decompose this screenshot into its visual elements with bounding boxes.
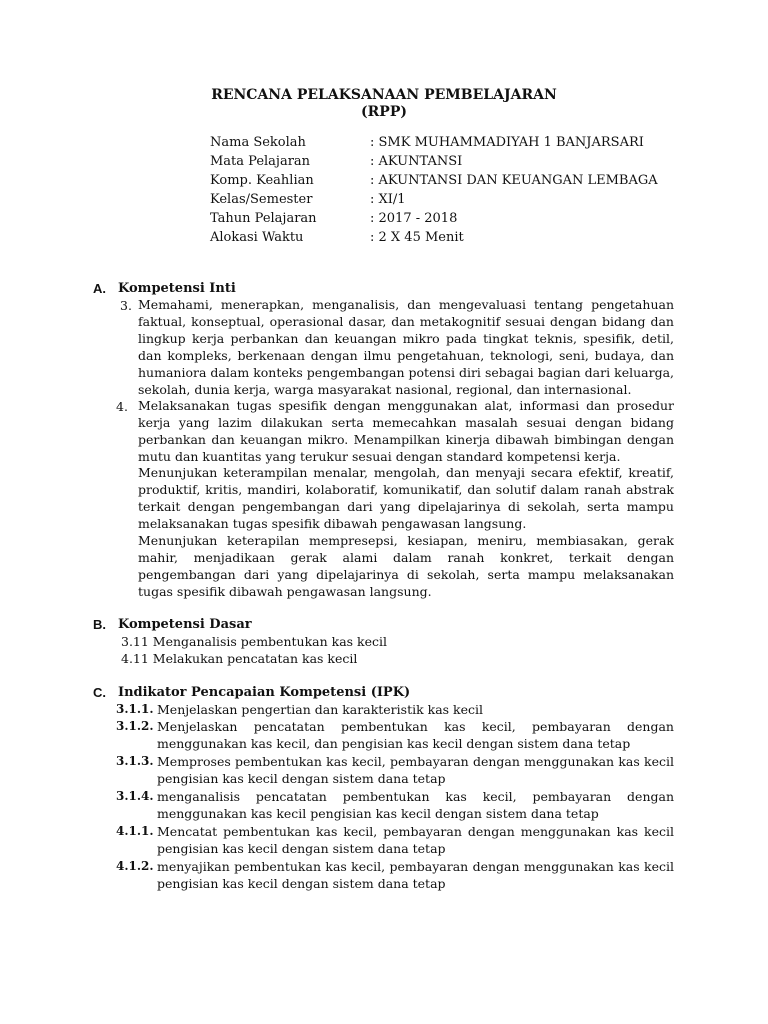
info-value: : SMK MUHAMMADIYAH 1 BANJARSARI [370, 135, 644, 150]
section-a-title: Kompetensi Inti [118, 281, 236, 296]
section-c-letter: C. [93, 685, 106, 700]
info-label: Kelas/Semester [210, 192, 313, 207]
ki-paragraph: Menunjukan keterampilan menalar, mengolah, dan menyaji secara efektif, kreatif, produktif, kritis, mandiri, kolaboratif, komunikatif, dan solutif dalam ranah abstrak terkait dengan pengembangan dari yang dipelajarinya di sekolah, serta mampu melaksanakan tugas spesifik dibawah pengawasan langsung. [138, 465, 674, 531]
document-title: RENCANA PELAKSANAAN PEMBELAJARAN [211, 87, 557, 103]
section-b-title: Kompetensi Dasar [118, 617, 252, 632]
info-value: : AKUNTANSI DAN KEUANGAN LEMBAGA [370, 173, 658, 188]
info-row-school-year [210, 210, 457, 228]
info-row-time-allocation [210, 229, 464, 247]
ipk-number: 4.1.2. [116, 859, 154, 873]
section-a-letter: A. [93, 281, 106, 296]
ipk-text: Mencatat pembentukan kas kecil, pembayaran dengan menggunakan kas kecil pengisian kas kecil dengan sistem dana tetap [157, 824, 674, 856]
ki-paragraph: Menunjukan keterapilan mempresepsi, kesiapan, meniru, membiasakan, gerak mahir, menjadikaan gerak alami dalam ranah konkret, terkait dengan pengembangan dari yang dipelajarinya di sekolah, serta mampu melaksanakan tugas spesifik dibawah pengawasan langsung. [138, 533, 674, 599]
ipk-number: 3.1.1. [116, 702, 154, 716]
ipk-number: 3.1.2. [116, 719, 154, 733]
info-row-class-semester [210, 191, 406, 209]
ipk-text: menganalisis pencatatan pembentukan kas kecil, pembayaran dengan menggunakan kas kecil pengisian kas kecil dengan sistem dana tetap [157, 789, 674, 821]
info-value: : AKUNTANSI [370, 154, 463, 169]
ipk-text: Menjelaskan pencatatan pembentukan kas kecil, pembayaran dengan menggunakan kas kecil, dan pengisian kas kecil dengan sistem dana tetap [157, 719, 674, 751]
info-row-school [210, 134, 644, 152]
document-subtitle: (RPP) [361, 104, 407, 120]
ipk-number: 4.1.1. [116, 824, 154, 838]
info-label: Nama Sekolah [210, 135, 306, 150]
kd-item: 4.11 Melakukan pencatatan kas kecil [121, 651, 358, 666]
section-b-letter: B. [93, 617, 106, 632]
section-c-title: Indikator Pencapaian Kompetensi (IPK) [118, 685, 411, 700]
info-row-subject [210, 153, 462, 171]
ki-number: 4. [116, 399, 128, 414]
ipk-number: 3.1.4. [116, 789, 154, 803]
ipk-number: 3.1.3. [116, 754, 154, 768]
ki-paragraph: Melaksanakan tugas spesifik dengan menggunakan alat, informasi dan prosedur kerja yang lazim dilakukan serta memecahkan masalah sesuai dengan bidang perbankan dan keuangan mikro. Menampilkan kinerja dibawah bimbingan dengan mutu dan kuantitas yang terukur sesuai dengan standard kompetensi kerja. [138, 398, 674, 464]
ipk-text: Menjelaskan pengertian dan karakteristik kas kecil [157, 702, 484, 717]
info-label: Mata Pelajaran [210, 154, 311, 169]
ki-paragraph: Memahami, menerapkan, menganalisis, dan mengevaluasi tentang pengetahuan faktual, konseptual, operasional dasar, dan metakognitif sesuai dengan bidang dan lingkup kerja perbankan dan keuangan mikro pada tingkat teknis, spesifik, detil, dan kompleks, berkenaan dengan ilmu pengetahuan, teknologi, seni, budaya, dan humaniora dalam konteks pengembangan potensi diri sebagai bagian dari keluarga, sekolah, dunia kerja, warga masyarakat nasional, regional, dan internasional. [138, 297, 674, 397]
kd-item: 3.11 Menganalisis pembentukan kas kecil [121, 634, 388, 649]
info-label: Komp. Keahlian [210, 173, 314, 188]
ki-number: 3. [120, 298, 132, 313]
info-value: : 2 X 45 Menit [370, 230, 464, 245]
ipk-text: menyajikan pembentukan kas kecil, pembayaran dengan menggunakan kas kecil pengisian kas kecil dengan sistem dana tetap [157, 859, 674, 891]
info-label: Alokasi Waktu [210, 230, 304, 245]
info-row-expertise [210, 172, 658, 190]
info-value: : XI/1 [370, 192, 406, 207]
ipk-text: Memproses pembentukan kas kecil, pembayaran dengan menggunakan kas kecil pengisian kas kecil dengan sistem dana tetap [157, 754, 674, 786]
info-value: : 2017 - 2018 [370, 211, 458, 226]
info-label: Tahun Pelajaran [210, 211, 317, 226]
